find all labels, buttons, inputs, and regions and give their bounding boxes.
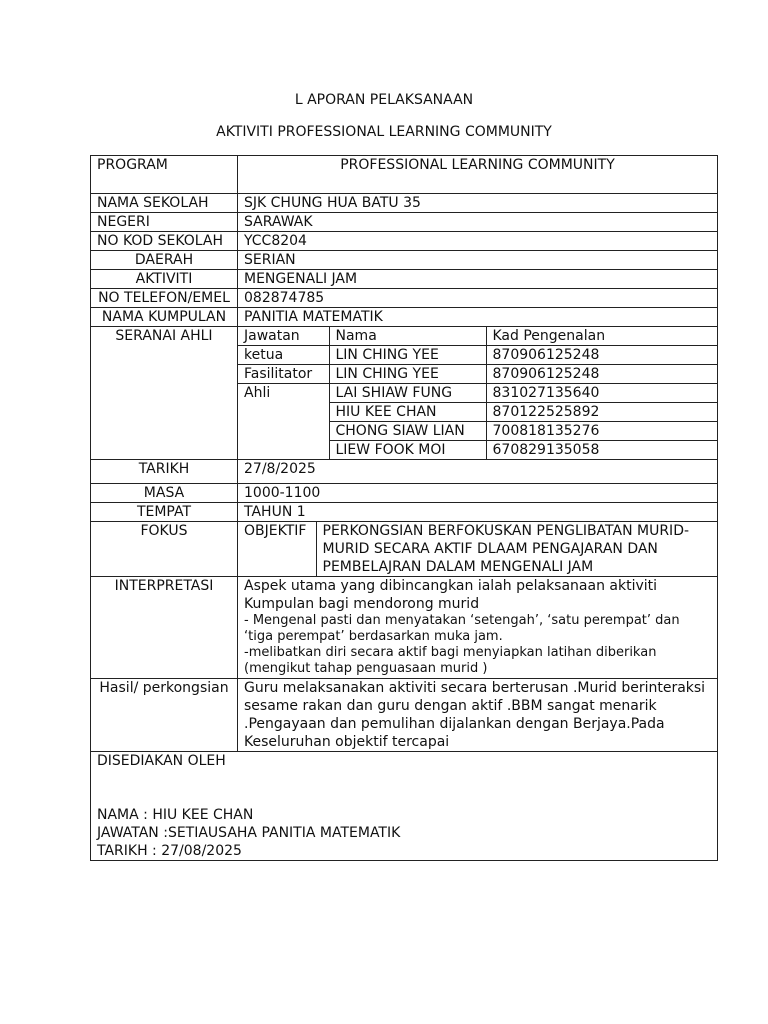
row-negeri (91, 213, 718, 232)
member-nama: LIEW FOOK MOI (329, 441, 486, 460)
report-table (90, 155, 718, 861)
row-aktiviti (91, 270, 718, 289)
row-hasil (91, 679, 718, 752)
member-nama: HIU KEE CHAN (329, 403, 486, 422)
member-ic: 870906125248 (486, 365, 717, 384)
program-value: PROFESSIONAL LEARNING COMMUNITY (238, 156, 718, 194)
no-kod-label: NO KOD SEKOLAH (91, 232, 238, 251)
disediakan-label: DISEDIAKAN OLEH (97, 753, 226, 769)
row-no-kod (91, 232, 718, 251)
row-fokus (91, 522, 718, 577)
kumpulan-value: PANITIA MATEMATIK (238, 308, 718, 327)
signature-space (97, 770, 711, 806)
prepared-by-name: NAMA : HIU KEE CHAN (97, 807, 254, 823)
interpretasi-cell (238, 577, 718, 679)
interpretasi-label: INTERPRETASI (91, 577, 238, 679)
member-jawatan: Fasilitator (238, 365, 329, 384)
serani-cell (238, 327, 718, 460)
member-ic: 831027135640 (486, 384, 717, 403)
header-jawatan: Jawatan (238, 327, 329, 346)
member-jawatan: Ahli (238, 384, 329, 460)
aktiviti-value: MENGENALI JAM (238, 270, 718, 289)
no-kod-value: YCC8204 (238, 232, 718, 251)
interpretasi-point-1: - Mengenal pasti dan menyatakan ‘setengah’, ‘satu perempat’ dan ‘tiga perempat’ berdasarkan muka jam. (244, 613, 680, 644)
fokus-label: FOKUS (91, 522, 238, 577)
hasil-value: Guru melaksanakan aktiviti secara berterusan .Murid berinteraksi sesame rakan dan guru dengan aktif .BBM sangat menarik .Pengayaan dan pemulihan dijalankan dengan Berjaya.Pada Keseluruhan objektif tercapai (238, 679, 718, 752)
tarikh-label: TARIKH (91, 460, 238, 484)
tempat-value: TAHUN 1 (238, 503, 718, 522)
program-label: PROGRAM (91, 156, 238, 194)
member-ic: 870906125248 (486, 346, 717, 365)
report-title: L APORAN PELAKSANAAN (294, 92, 474, 108)
prepared-by-position: JAWATAN :SETIAUSAHA PANITIA MATEMATIK (97, 825, 401, 841)
row-tarikh (91, 460, 718, 484)
nama-sekolah-label: NAMA SEKOLAH (91, 194, 238, 213)
member-nama: LIN CHING YEE (329, 346, 486, 365)
row-tempat (91, 503, 718, 522)
row-telefon (91, 289, 718, 308)
objektif-label: OBJEKTIF (238, 522, 316, 576)
objektif-value: PERKONGSIAN BERFOKUSKAN PENGLIBATAN MURID-MURID SECARA AKTIF DLAAM PENGAJARAN DAN PEMBELAJRAN DALAM MENGENALI JAM (322, 523, 690, 575)
daerah-value: SERIAN (238, 251, 718, 270)
member-nama: LAI SHIAW FUNG (329, 384, 486, 403)
row-kumpulan (91, 308, 718, 327)
tempat-label: TEMPAT (91, 503, 238, 522)
members-header (238, 327, 717, 346)
negeri-label: NEGERI (91, 213, 238, 232)
member-row (238, 384, 717, 403)
nama-sekolah-value: SJK CHUNG HUA BATU 35 (238, 194, 718, 213)
row-nama-sekolah (91, 194, 718, 213)
telefon-value: 082874785 (238, 289, 718, 308)
member-ic: 700818135276 (486, 422, 717, 441)
masa-label: MASA (91, 484, 238, 503)
report-subtitle: AKTIVITI PROFESSIONAL LEARNING COMMUNITY (216, 124, 552, 140)
row-daerah (91, 251, 718, 270)
tarikh-value: 27/8/2025 (238, 460, 718, 484)
fokus-table (238, 522, 717, 576)
row-serani (91, 327, 718, 460)
member-row (238, 365, 717, 384)
disediakan-cell (91, 752, 718, 861)
row-interpretasi (91, 577, 718, 679)
kumpulan-label: NAMA KUMPULAN (91, 308, 238, 327)
hasil-label: Hasil/ perkongsian (91, 679, 238, 752)
member-nama: LIN CHING YEE (329, 365, 486, 384)
serani-label: SERANAI AHLI (91, 327, 238, 460)
row-program (91, 156, 718, 194)
member-nama: CHONG SIAW LIAN (329, 422, 486, 441)
fokus-cell (238, 522, 718, 577)
interpretasi-main: Aspek utama yang dibincangkan ialah pelaksanaan aktiviti Kumpulan bagi mendorong murid (244, 578, 658, 612)
member-ic: 670829135058 (486, 441, 717, 460)
interpretasi-point-2: -melibatkan diri secara aktif bagi menyiapkan latihan diberikan (mengikut tahap penguasaan murid ) (244, 645, 657, 676)
members-table (238, 327, 717, 459)
header-nama: Nama (329, 327, 486, 346)
header-kad-pengenalan: Kad Pengenalan (486, 327, 717, 346)
negeri-value: SARAWAK (238, 213, 718, 232)
daerah-label: DAERAH (91, 251, 238, 270)
row-masa (91, 484, 718, 503)
aktiviti-label: AKTIVITI (91, 270, 238, 289)
member-ic: 870122525892 (486, 403, 717, 422)
prepared-date: TARIKH : 27/08/2025 (97, 843, 242, 859)
row-disediakan (91, 752, 718, 861)
masa-value: 1000-1100 (238, 484, 718, 503)
member-jawatan: ketua (238, 346, 329, 365)
member-row (238, 346, 717, 365)
telefon-label: NO TELEFON/EMEL (91, 289, 238, 308)
